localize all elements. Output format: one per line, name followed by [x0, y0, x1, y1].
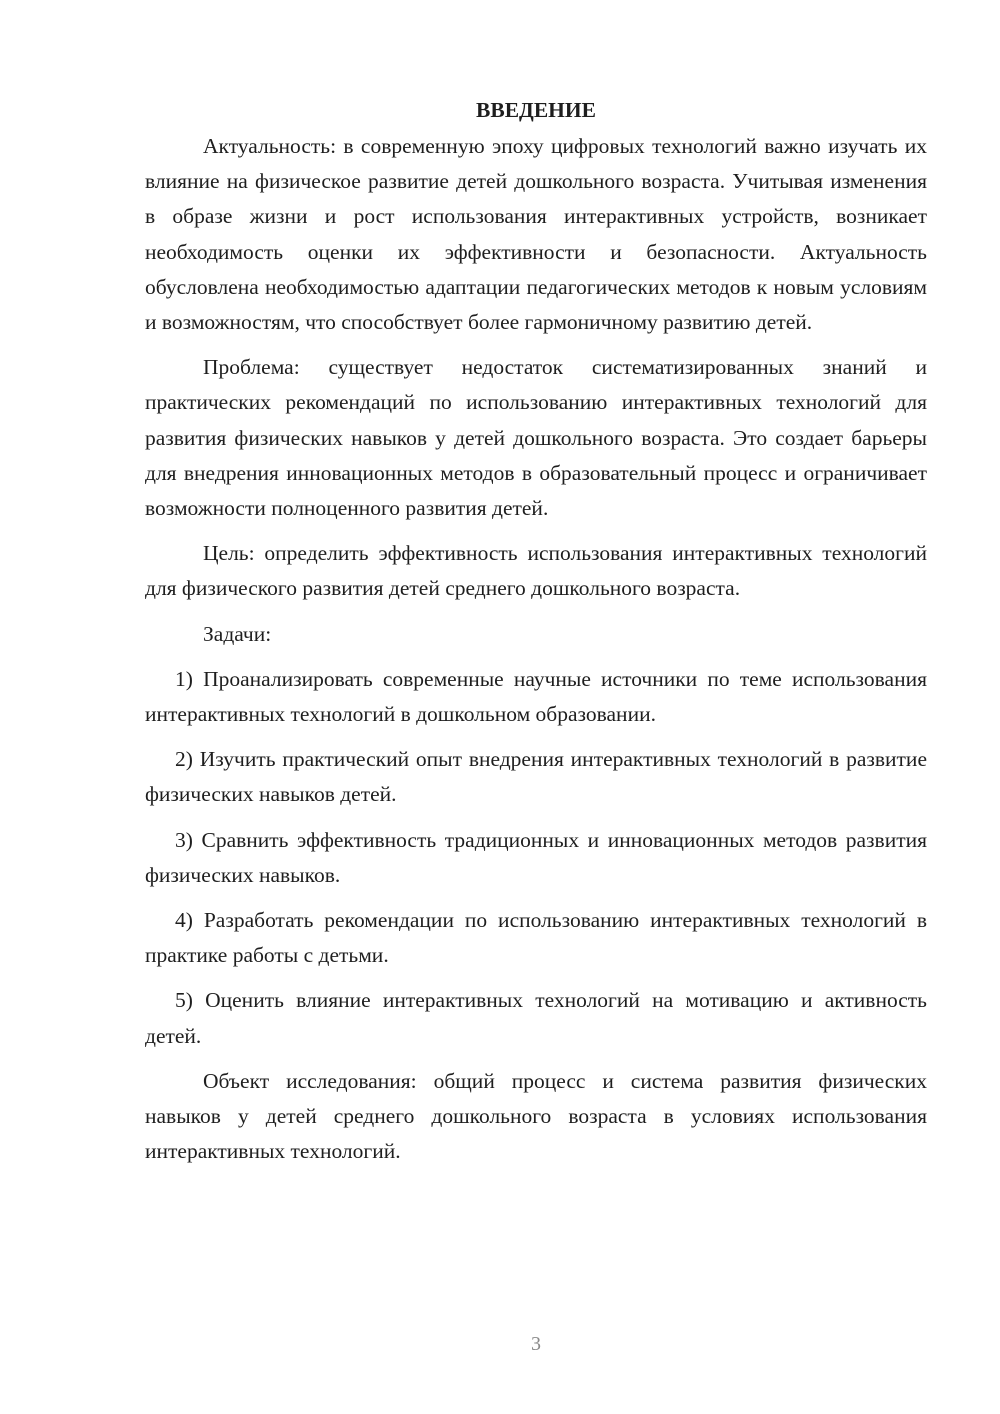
- task-item: 3) Сравнить эффективность традиционных и инновационных методов развития физических навыков.: [145, 827, 927, 887]
- document-page: [145, 92, 927, 1179]
- relevance-paragraph: Актуальность: в современную эпоху цифровых технологий важно изучать их влияние на физическое развитие детей дошкольного возраста. Учитывая изменения в образе жизни и рост использования интерактивных устройств, возникает необходимость оценки их эффективности и безопасности. Актуальность обусловлена необходимостью адаптации педагогических методов к новым условиям и возможностям, что способствует более гармоничному развитию детей.: [145, 134, 927, 335]
- problem-paragraph: Проблема: существует недостаток систематизированных знаний и практических рекомендаций по использованию интерактивных технологий для развития физических навыков у детей дошкольного возраста. Это создает барьеры для внедрения инновационных методов в образовательный процесс и ограничивает возможности полноценного развития детей.: [145, 355, 927, 521]
- tasks-label: Задачи:: [203, 621, 272, 646]
- goal-paragraph: Цель: определить эффективность использования интерактивных технологий для физического развития детей среднего дошкольного возраста.: [145, 541, 927, 601]
- page-number: 3: [531, 1333, 541, 1355]
- task-item: 5) Оценить влияние интерактивных технологий на мотивацию и активность детей.: [145, 988, 927, 1048]
- tasks-list: [145, 662, 927, 1054]
- task-item: 4) Разработать рекомендации по использованию интерактивных технологий в практике работы с детьми.: [145, 908, 927, 968]
- task-item: 2) Изучить практический опыт внедрения интерактивных технологий в развитие физических навыков детей.: [145, 747, 927, 807]
- section-heading: ВВЕДЕНИЕ: [476, 98, 596, 122]
- object-paragraph: Объект исследования: общий процесс и система развития физических навыков у детей среднего дошкольного возраста в условиях использования интерактивных технологий.: [145, 1068, 927, 1164]
- task-item: 1) Проанализировать современные научные источники по теме использования интерактивных технологий в дошкольном образовании.: [145, 666, 927, 727]
